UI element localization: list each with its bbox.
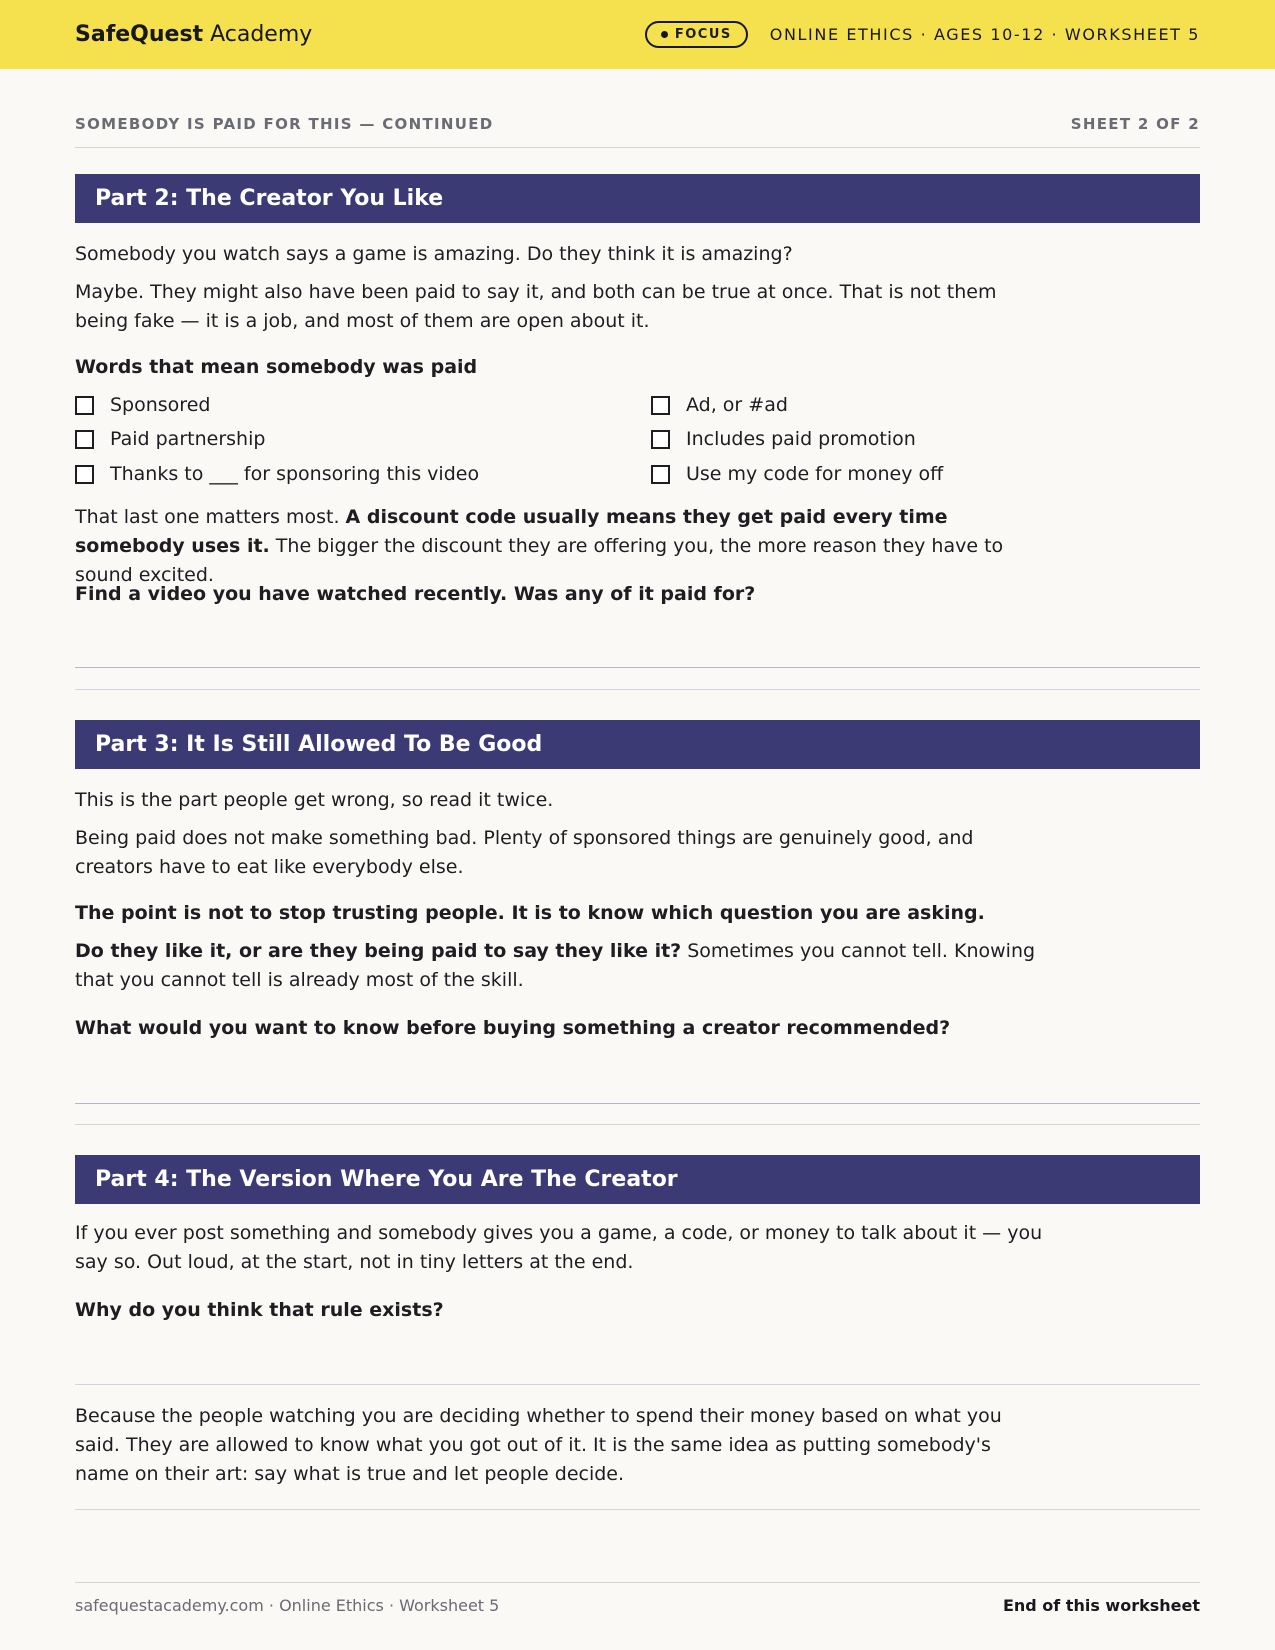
focus-badge-label: FOCUS xyxy=(674,27,732,42)
brand-name-rest: Academy xyxy=(210,22,313,47)
checklist-item[interactable] xyxy=(75,428,265,450)
dot-icon xyxy=(661,31,668,38)
checkbox[interactable] xyxy=(651,396,670,415)
section-divider xyxy=(75,1509,1200,1510)
checkbox[interactable] xyxy=(75,465,94,484)
part2-heading: Part 2: The Creator You Like xyxy=(75,174,1200,223)
part3-explanation: Being paid does not make something bad. Plenty of sponsored things are genuinely good, and creators have to eat like everybody else. xyxy=(75,827,974,878)
section-divider xyxy=(75,1124,1200,1125)
part4-answer: Because the people watching you are deciding whether to spend their money based on what you said. They are allowed to know what you got out of it. It is the same idea as putting somebody's name on their art: say what is true and let people decide. xyxy=(75,1405,1002,1485)
part2-explanation: Maybe. They might also have been paid to say it, and both can be true at once. That is not them being fake — it is a job, and most of them are open about it. xyxy=(75,281,997,332)
brand-logo xyxy=(75,22,312,47)
part4-heading: Part 4: The Version Where You Are The Creator xyxy=(75,1155,1200,1204)
part3-key-question xyxy=(75,937,1045,995)
answer-line[interactable] xyxy=(75,1103,1200,1104)
running-header xyxy=(75,115,1200,148)
part4-intro: If you ever post something and somebody gives you a game, a code, or money to talk about it — you say so. Out loud, at the start, not in tiny letters at the end. xyxy=(75,1222,1043,1273)
note-text-end: The bigger the discount they are offering you, the more reason they have to sound excited. xyxy=(75,535,1004,586)
key-question-bold: Do they like it, or are they being paid to say they like it? xyxy=(75,940,682,962)
note-text-bold: A discount code usually means they get paid every time somebody uses it. xyxy=(75,506,948,557)
key-question-rest: Sometimes you cannot tell. Knowing that you cannot tell is already most of the skill. xyxy=(75,940,1036,991)
checkbox[interactable] xyxy=(75,396,94,415)
brand-name-bold: SafeQuest xyxy=(75,22,204,47)
checkbox[interactable] xyxy=(651,465,670,484)
checklist-item[interactable] xyxy=(75,394,210,416)
sheet-number: SHEET 2 OF 2 xyxy=(1070,115,1200,133)
footer-site: safequestacademy.com · Online Ethics · Worksheet 5 xyxy=(75,1596,500,1615)
checklist-label: Sponsored xyxy=(110,394,211,416)
checklist-label: Includes paid promotion xyxy=(686,428,916,450)
part3-key-point: The point is not to stop trusting people. It is to know which question you are asking. xyxy=(75,902,985,924)
checkbox[interactable] xyxy=(75,430,94,449)
top-banner xyxy=(0,0,1275,69)
part3-question: What would you want to know before buying something a creator recommended? xyxy=(75,1017,951,1039)
worksheet-subject: ONLINE ETHICS · AGES 10-12 · WORKSHEET 5 xyxy=(769,25,1200,44)
checklist-item[interactable] xyxy=(651,428,916,450)
section-divider xyxy=(75,689,1200,690)
checklist-label: Ad, or #ad xyxy=(686,394,788,416)
checklist-item[interactable] xyxy=(651,394,788,416)
checklist-item[interactable] xyxy=(651,463,943,485)
part2-intro: Somebody you watch says a game is amazing. Do they think it is amazing? xyxy=(75,243,793,265)
part2-question: Find a video you have watched recently. Was any of it paid for? xyxy=(75,583,756,605)
checklist-label: Use my code for money off xyxy=(686,463,944,485)
checklist-item[interactable] xyxy=(75,463,479,485)
answer-line[interactable] xyxy=(75,667,1200,668)
paid-words-heading: Words that mean somebody was paid xyxy=(75,356,478,378)
checklist-label: Paid partnership xyxy=(110,428,266,450)
footer-end-note: End of this worksheet xyxy=(1002,1596,1200,1615)
discount-code-note xyxy=(75,503,1045,590)
running-header-title: SOMEBODY IS PAID FOR THIS — CONTINUED xyxy=(75,115,494,133)
answer-line[interactable] xyxy=(75,1384,1200,1385)
checkbox[interactable] xyxy=(651,430,670,449)
part4-question: Why do you think that rule exists? xyxy=(75,1299,444,1321)
part3-intro: This is the part people get wrong, so read it twice. xyxy=(75,789,554,811)
header-meta xyxy=(645,21,1200,48)
part3-heading: Part 3: It Is Still Allowed To Be Good xyxy=(75,720,1200,769)
focus-badge xyxy=(645,21,748,48)
checklist-label: Thanks to ___ for sponsoring this video xyxy=(110,463,480,485)
note-text-start: That last one matters most. xyxy=(75,506,346,528)
page-footer xyxy=(75,1582,1200,1615)
